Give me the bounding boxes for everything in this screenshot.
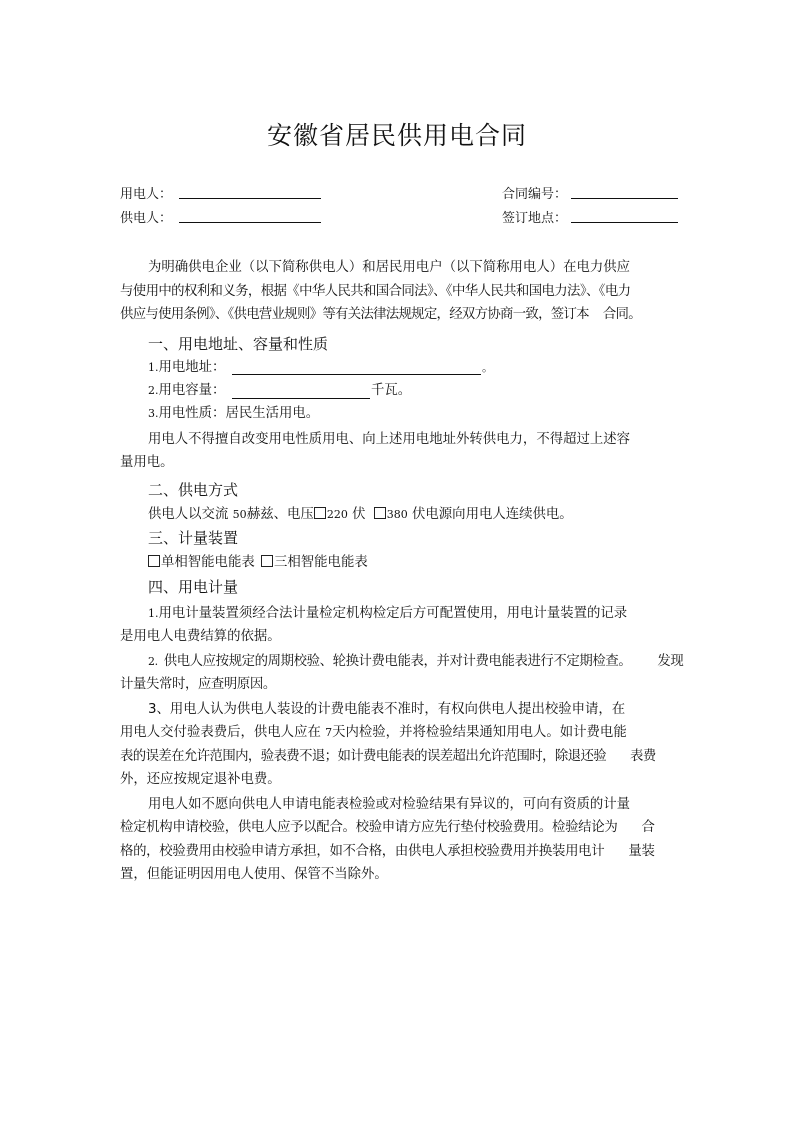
section-4-heading: 四、用电计量 [148,578,239,596]
supply-text-a: 供电人以交流 [148,507,229,522]
single-phase-label: 单相智能电能表 [161,555,255,570]
metering-p4-line-2 [120,816,655,839]
section-1-heading: 一、用电地址、容量和性质 [148,335,329,353]
supplier-label: 供电人： [120,211,173,226]
voltage-220-checkbox[interactable] [314,507,326,519]
p4-line-3b: 量装 [628,844,655,859]
voltage-380-checkbox[interactable] [374,507,386,519]
intro-line-3b: 合同。 [602,307,641,322]
intro-line-2: 与使用中的权利和义务，根据《中华人民共和国合同法》、《中华人民共和国电力法》、《电力 [120,284,631,299]
supply-text-b: 赫兹、电压 [246,507,314,522]
p2-line-1a: 供电人应按规定的周期校验、轮换计费电能表，并对计费电能表进行不定期检查。 [163,654,632,669]
capacity-field[interactable] [232,397,370,399]
metering-p4-line-3 [120,840,655,863]
metering-p3-line-3 [120,745,656,768]
section-2-heading: 二、供电方式 [148,481,239,499]
supply-text-d: 伏电源向用电人连续供电。 [412,507,573,522]
user-label: 用电人： [120,187,173,202]
frequency-value: 50 [232,508,247,521]
three-phase-label: 三相智能电能表 [274,555,368,570]
supply-text-c: 伏 [352,507,366,522]
p2-line-1b: 发现 [657,654,684,669]
single-phase-checkbox[interactable] [148,555,160,567]
p3-line-2a: 用电人交付验表费后，供电人应在 [120,725,321,740]
contract-title: 安徽省居民供用电合同 [266,121,527,150]
three-phase-checkbox[interactable] [261,555,273,567]
restriction-line-2: 量用电。 [120,455,174,470]
p2-number: 2. [148,655,158,668]
contract-no-field[interactable] [571,197,678,199]
voltage-220-value: 220 [326,508,348,521]
p4-line-3a: 格的，校验费用由校验申请方承担，如不合格，由供电人承担校验费用并换装用电计 [120,844,605,859]
p3-days: 7 [325,726,333,739]
voltage-380-value: 380 [386,508,408,521]
p4-line-2b: 合 [641,820,655,835]
metering-p1-line-2: 是用电人电费结算的依据。 [120,629,281,644]
restriction-line-1: 用电人不得擅自改变用电性质用电、向上述用电地址外转供电力，不得超过上述容 [148,432,631,447]
meter-options [148,551,368,574]
address-row [148,356,225,379]
metering-p3-line-2 [120,721,627,744]
capacity-label: 用电容量： [158,383,226,398]
p3-line-3a: 表的误差在允许范围内，验表费不退；如计费电能表的误差超出允许范围时，除退还验 [120,749,607,764]
user-field[interactable] [179,197,321,199]
item-3-number: 3. [148,407,159,420]
metering-p3-line-4: 外，还应按规定退补电费。 [120,772,281,787]
capacity-row [148,379,225,402]
p3-line-3b: 表费 [630,749,656,764]
capacity-unit: 千瓦。 [371,383,412,398]
intro-line-3a: 供应与使用条例》、《供电营业规则》等有关法律法规规定，经双方协商一致，签订本 [120,307,589,322]
metering-p4-line-4: 置，但能证明因用电人使用、保管不当除外。 [120,867,388,882]
nature-row [148,402,319,425]
intro-line-1: 为明确供电企业（以下简称供电人）和居民用电户（以下简称用电人）在电力供应 [148,260,631,275]
p1-number: 1. [148,607,159,620]
metering-p1-line-1 [148,602,627,625]
address-field[interactable] [232,373,481,375]
p4-line-2a: 检定机构申请校验，供电人应予以配合。校验申请方应先行垫付校验费用。检验结论为 [120,820,618,835]
place-field[interactable] [571,221,678,223]
contract-no-label: 合同编号： [502,187,568,202]
supplier-field[interactable] [179,221,321,223]
item-2-number: 2. [148,384,159,397]
section-3-heading: 三、计量装置 [148,529,239,547]
p3-line-2b: 天内检验，并将检验结果通知用电人。如计费电能 [332,725,627,740]
metering-p2-line-1 [148,650,683,673]
supply-method-text [148,503,573,526]
intro-line-3 [120,303,641,326]
item-1-number: 1. [148,361,159,374]
address-suffix: 。 [482,361,493,374]
metering-p3-line-1: 3、用电人认为供电人装设的计费电能表不准时，有权向供电人提出校验申请，在 [148,702,626,717]
place-label: 签订地点： [502,211,568,226]
address-label: 用电地址： [158,360,226,375]
metering-p2-line-2: 计量失常时，应查明原因。 [120,677,276,692]
p1-line-1-text: 用电计量装置须经合法计量检定机构检定后方可配置使用，用电计量装置的记录 [158,606,628,621]
metering-p4-line-1: 用电人如不愿向供电人申请电能表检验或对检验结果有异议的，可向有资质的计量 [148,797,631,812]
nature-text: 用电性质：居民生活用电。 [158,406,320,421]
